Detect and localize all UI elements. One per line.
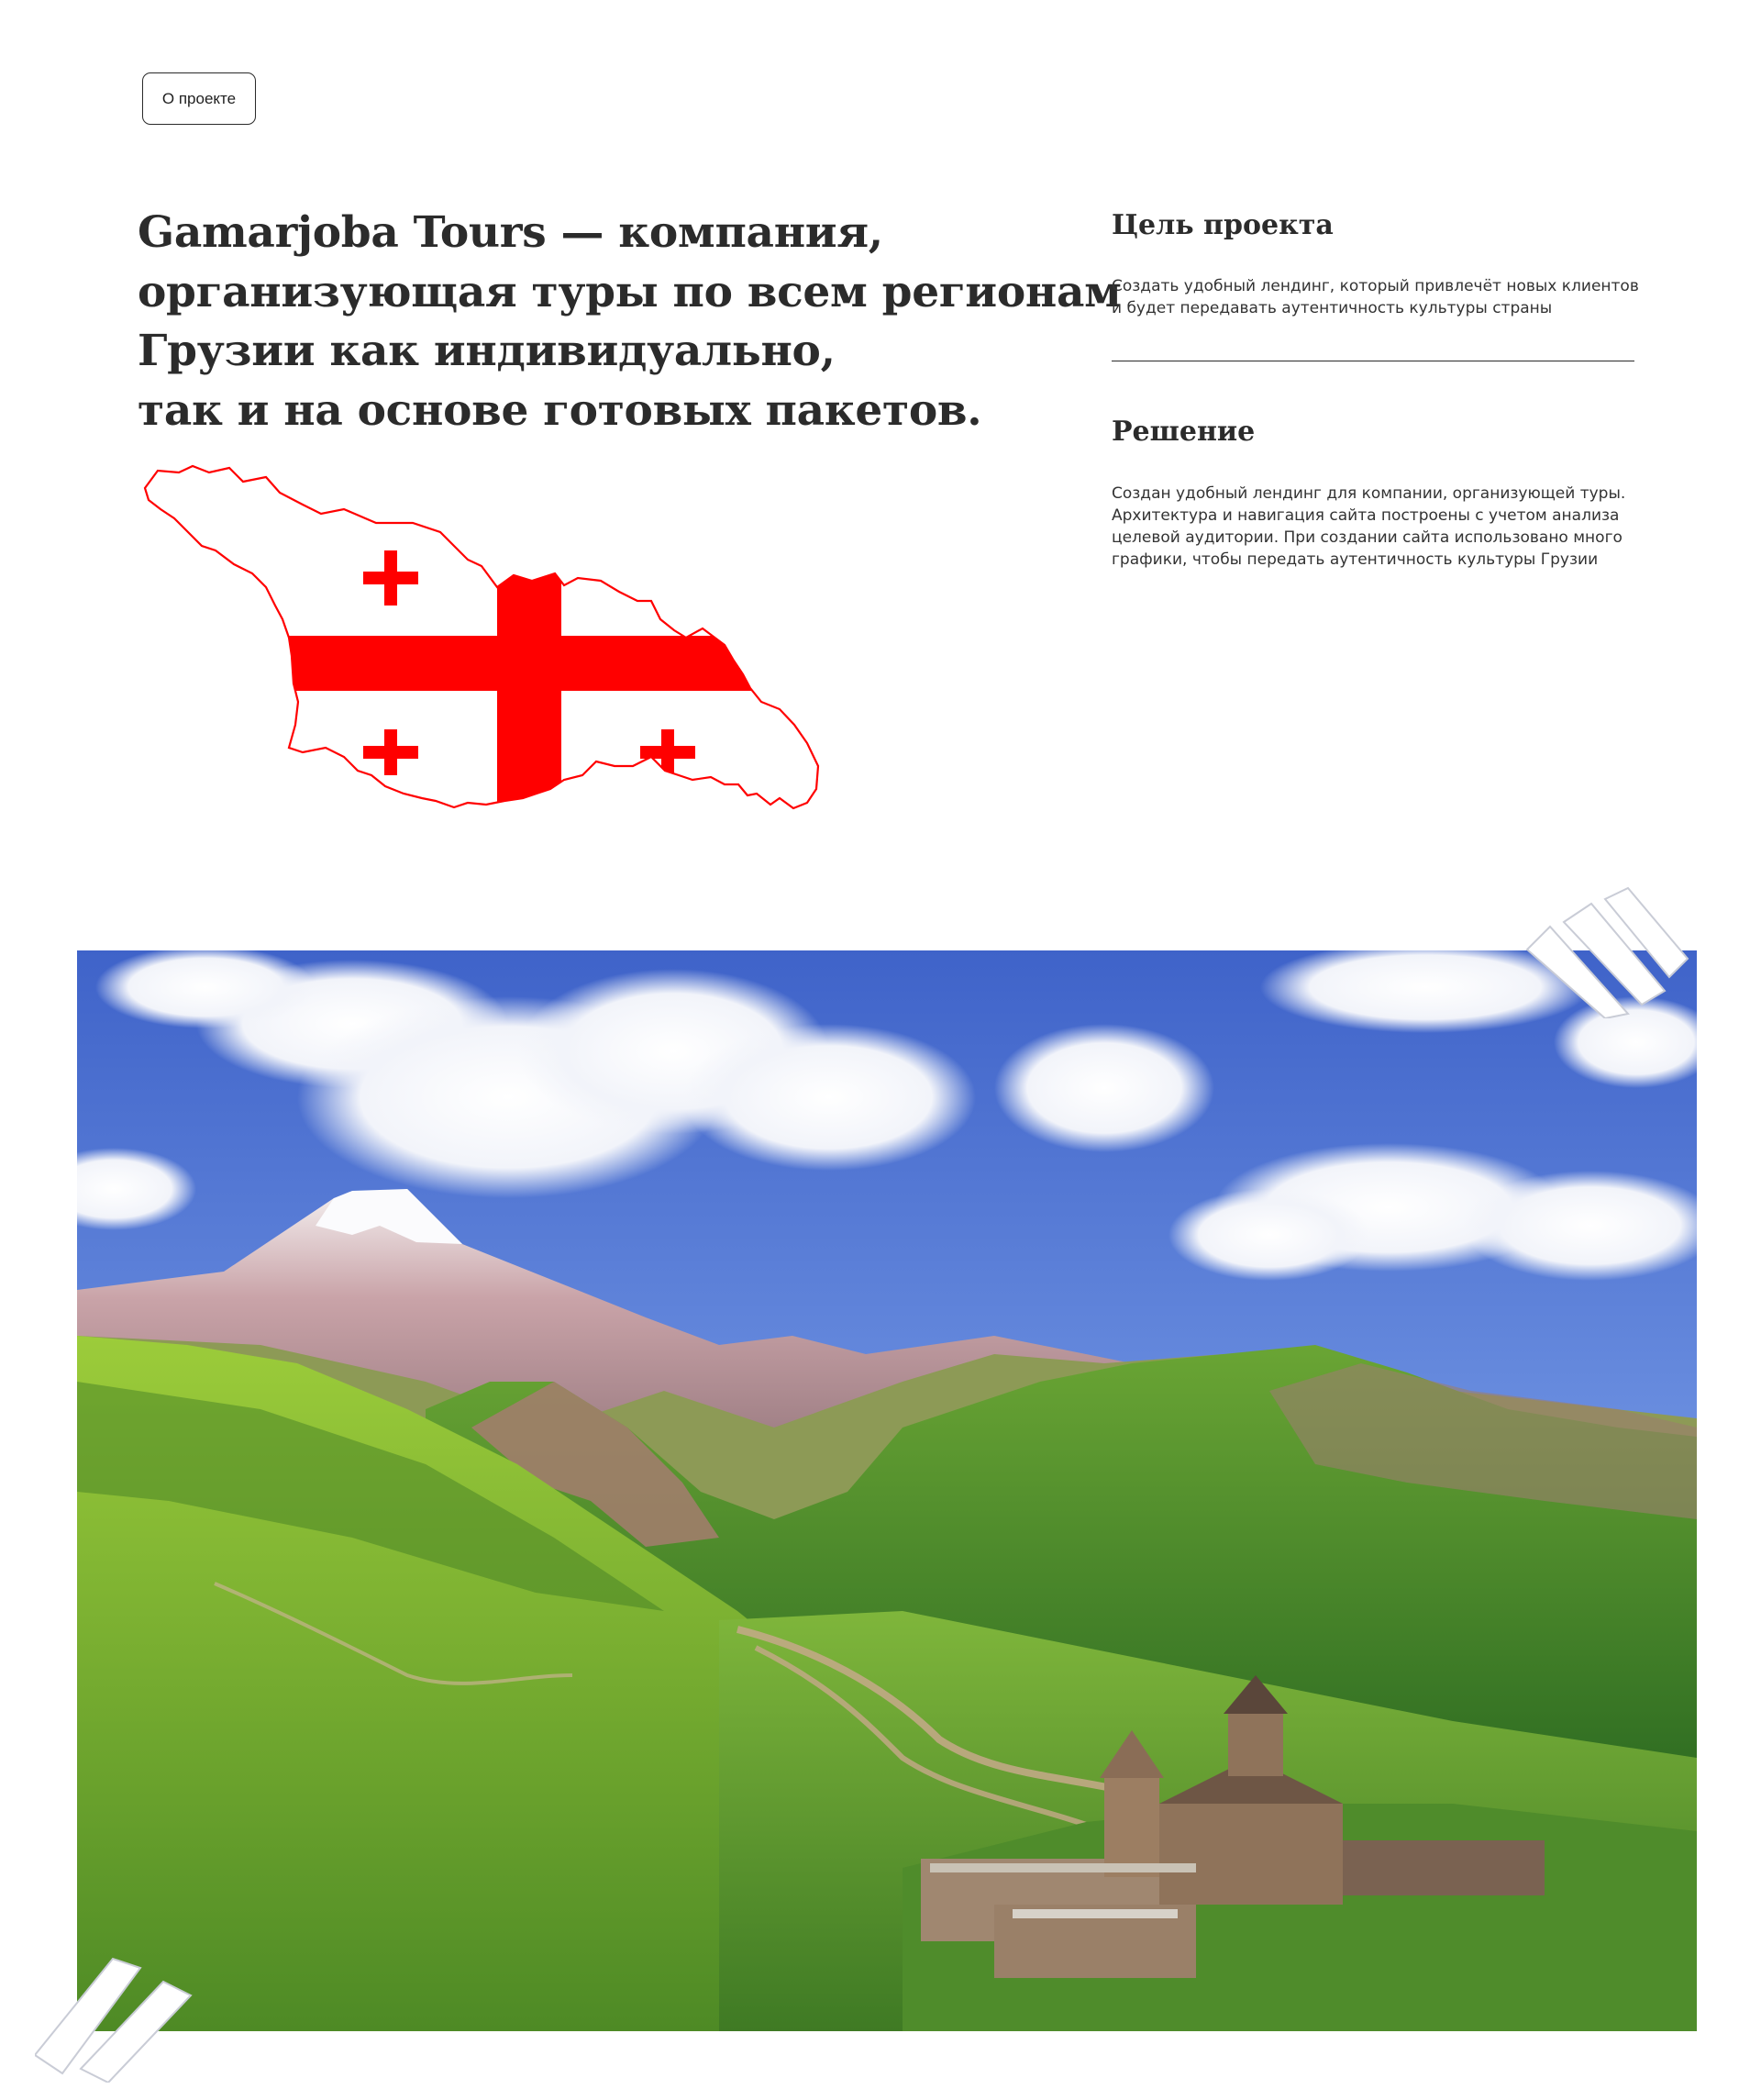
georgia-flag-map-icon — [138, 463, 825, 817]
goal-text-line: Создать удобный лендинг, который привлечёт новых клиентов — [1112, 277, 1639, 295]
headline-line: так и на основе готовых пакетов. — [138, 384, 982, 436]
about-project-button[interactable]: О проекте — [142, 72, 256, 125]
goal-text — [1112, 275, 1662, 319]
headline-line: организующая туры по всем регионам — [138, 266, 1122, 317]
solution-text-line: Создан удобный лендинг для компании, организующей туры. — [1112, 484, 1626, 503]
goal-text-line: и будет передавать аутентичность культуры страны — [1112, 299, 1553, 317]
solution-text — [1112, 483, 1662, 571]
solution-title: Решение — [1112, 416, 1256, 448]
tape-decoration-icon — [1518, 885, 1697, 1018]
goal-title: Цель проекта — [1112, 209, 1334, 241]
intro-headline — [138, 204, 1122, 440]
tape-decoration-icon — [35, 1950, 200, 2083]
solution-text-line: целевой аудитории. При создании сайта использовано много — [1112, 528, 1623, 547]
solution-text-line: Архитектура и навигация сайта построены с учетом анализа — [1112, 506, 1620, 525]
headline-line: Gamarjoba Tours — компания, — [138, 207, 883, 258]
landscape-photo — [77, 950, 1697, 2031]
headline-line: Грузии как индивидуально, — [138, 326, 836, 376]
solution-text-line: графики, чтобы передать аутентичность культуры Грузии — [1112, 550, 1599, 569]
